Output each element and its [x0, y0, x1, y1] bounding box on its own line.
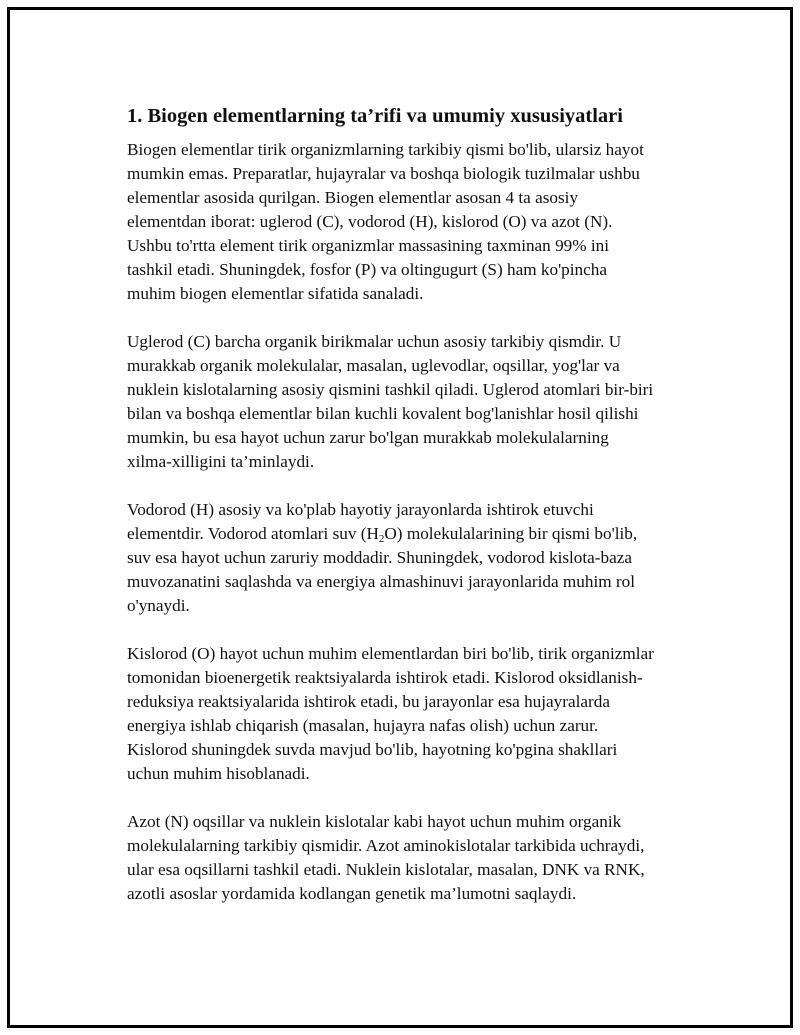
- text-line: xilma-xilligini ta’minlaydi.: [127, 452, 315, 471]
- page-frame: [7, 7, 793, 1028]
- text-line: mumkin emas. Preparatlar, hujayralar va boshqa biologik tuzilmalar ushbu: [127, 164, 640, 183]
- text-line: energiya ishlab chiqarish (masalan, hujayra nafas olish) uchun zarur.: [127, 716, 599, 735]
- text-line: tashkil etadi. Shuningdek, fosfor (P) va oltingugurt (S) ham ko'pincha: [127, 260, 607, 279]
- text-line: Biogen elementlar tirik organizmlarning tarkibiy qismi bo'lib, ularsiz hayot: [127, 140, 644, 159]
- text-line: uchun muhim hisoblanadi.: [127, 764, 310, 783]
- text-line: Uglerod (C) barcha organik birikmalar uchun asosiy tarkibiy qismdir. U: [127, 332, 622, 351]
- text-line: elementlar asosida qurilgan. Biogen elementlar asosan 4 ta asosiy: [127, 188, 579, 207]
- text-line: bilan va boshqa elementlar bilan kuchli kovalent bog'lanishlar hosil qilishi: [127, 404, 639, 423]
- text-line: Azot (N) oqsillar va nuklein kislotalar kabi hayot uchun muhim organik: [127, 812, 622, 831]
- text-line: elementdan iborat: uglerod (C), vodorod (H), kislorod (O) va azot (N).: [127, 212, 613, 231]
- text-line: muhim biogen elementlar sifatida sanaladi.: [127, 284, 424, 303]
- text-line: suv esa hayot uchun zaruriy moddadir. Shuningdek, vodorod kislota-baza: [127, 548, 633, 567]
- text-line: Vodorod (H) asosiy va ko'plab hayotiy jarayonlarda ishtirok etuvchi: [127, 500, 594, 519]
- text-line: mumkin, bu esa hayot uchun zarur bo'lgan murakkab molekulalarning: [127, 428, 609, 447]
- paragraph-carbon: [127, 330, 707, 474]
- text-line: Kislorod shuningdek suvda mavjud bo'lib, hayotning ko'pgina shakllari: [127, 740, 618, 759]
- paragraph-oxygen: [127, 642, 707, 786]
- text-line: nuklein kislotalarning asosiy qismini tashkil qiladi. Uglerod atomlari bir-biri: [127, 380, 654, 399]
- section-heading: 1. Biogen elementlarning ta’rifi va umumiy xususiyatlari: [127, 105, 623, 127]
- paragraph-biogen-intro: [127, 138, 707, 306]
- text-fragment: O) molekulalarining bir qismi bo'lib,: [384, 524, 638, 543]
- text-line: reduksiya reaktsiyalarida ishtirok etadi, bu jarayonlar esa hujayralarda: [127, 692, 610, 711]
- text-line: azotli asoslar yordamida kodlangan genetik ma’lumotni saqlaydi.: [127, 884, 577, 903]
- text-line: muvozanatini saqlashda va energiya almashinuvi jarayonlarida muhim rol: [127, 572, 635, 591]
- text-fragment: elementdir. Vodorod atomlari suv (H: [127, 524, 379, 543]
- text-line: molekulalarning tarkibiy qismidir. Azot aminokislotalar tarkibida uchraydi,: [127, 836, 645, 855]
- text-line: o'ynaydi.: [127, 596, 190, 615]
- text-line: Kislorod (O) hayot uchun muhim elementlardan biri bo'lib, tirik organizmlar: [127, 644, 654, 663]
- text-line: ular esa oqsillarni tashkil etadi. Nuklein kislotalar, masalan, DNK va RNK,: [127, 860, 645, 879]
- text-line: Ushbu to'rtta element tirik organizmlar massasining taxminan 99% ini: [127, 236, 610, 255]
- text-line: murakkab organik molekulalar, masalan, uglevodlar, oqsillar, yog'lar va: [127, 356, 620, 375]
- paragraph-nitrogen: [127, 810, 707, 906]
- subscript: 2: [378, 533, 385, 545]
- document-body: [127, 102, 707, 930]
- text-line: tomonidan bioenergetik reaktsiyalarda ishtirok etadi. Kislorod oksidlanish-: [127, 668, 643, 687]
- text-line-with-formula: [127, 522, 707, 546]
- paragraph-hydrogen: [127, 498, 707, 618]
